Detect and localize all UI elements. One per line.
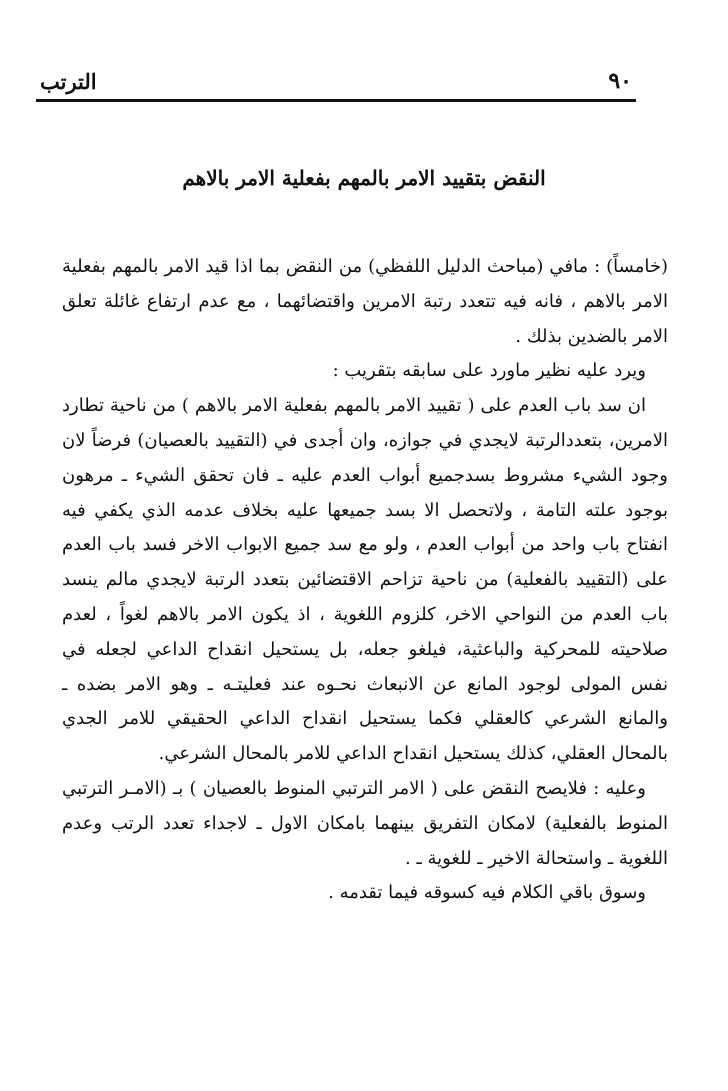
paragraph: ان سد باب العدم على ( تقييد الامر بالمهم بفعلية الامر بالاهم ) من ناحية تطارد الامرين، بتعددالرتبة لايجدي في جوازه، وان أجدى في (التقييد بالعصيان) فرضاً لان وجود الشيء مشروط بسدجميع أبواب العدم عليه ـ فان تحقق الشيء ـ مرهون بوجود علته التامة ، ولاتحصل الا بسد جميعها عليه بخلاف عدمه الذي يكفي فيه انفتاح باب واحد من أبواب العدم ، ولو مع سد جميع الابواب الاخر فسد باب العدم على (التقييد بالفعلية) من ناحية تزاحم الاقتضائين بتعدد الرتبة لايجدي مالم ينسد باب العدم من النواحي الاخر، كلزوم اللغوية ، اذ يكون الامر بالاهم لغواً ، لعدم صلاحيته للمحركية والباعثية، فيلغو جعله، بل يستحيل انقداح الداعي لجعله في نفس المولى لوجود المانع عن الانبعاث نحـوه عند فعليتـه ـ وهو الامر بضده ـ والمانع الشرعي كالعقلي فكما يستحيل انقداح الداعي الحقيقي للامر الجدي بالمحال العقلي، كذلك يستحيل انقداح الداعي للامر بالمحال الشرعي. bbox=[62, 395, 668, 765]
page-number: ٩٠ bbox=[608, 68, 632, 94]
header-rule bbox=[36, 99, 636, 102]
paragraph: (خامساً) : مافي (مباحث الدليل اللفظي) من النقض بما اذا قيد الامر بالمهم بفعلية الامر بالاهم ، فانه فيه تتعدد رتبة الامرين واقتضائهما ، مع عدم ارتفاع غائلة تعلق الامر بالضدين بذلك . bbox=[62, 256, 668, 347]
body-text bbox=[62, 250, 668, 911]
paragraph: ويرد عليه نظير ماورد على سابقه بتقريب : bbox=[332, 360, 646, 382]
section-title: النقض بتقييد الامر بالمهم بفعلية الامر بالاهم bbox=[182, 166, 546, 190]
paragraph: وعليه : فلايصح النقض على ( الامر الترتبي المنوط بالعصيان ) بـ (الامـر الترتبي المنوط بالفعلية) لامكان التفريق بينهما بامكان الاول ـ لاجداء تعدد الرتب وعدم اللغوية ـ واستحالة الاخير ـ للغوية ـ . bbox=[62, 777, 668, 869]
paragraph: وسوق باقي الكلام فيه كسوقه فيما تقدمه . bbox=[328, 882, 646, 904]
running-head: الترتب bbox=[40, 69, 97, 94]
page-header bbox=[40, 64, 632, 94]
